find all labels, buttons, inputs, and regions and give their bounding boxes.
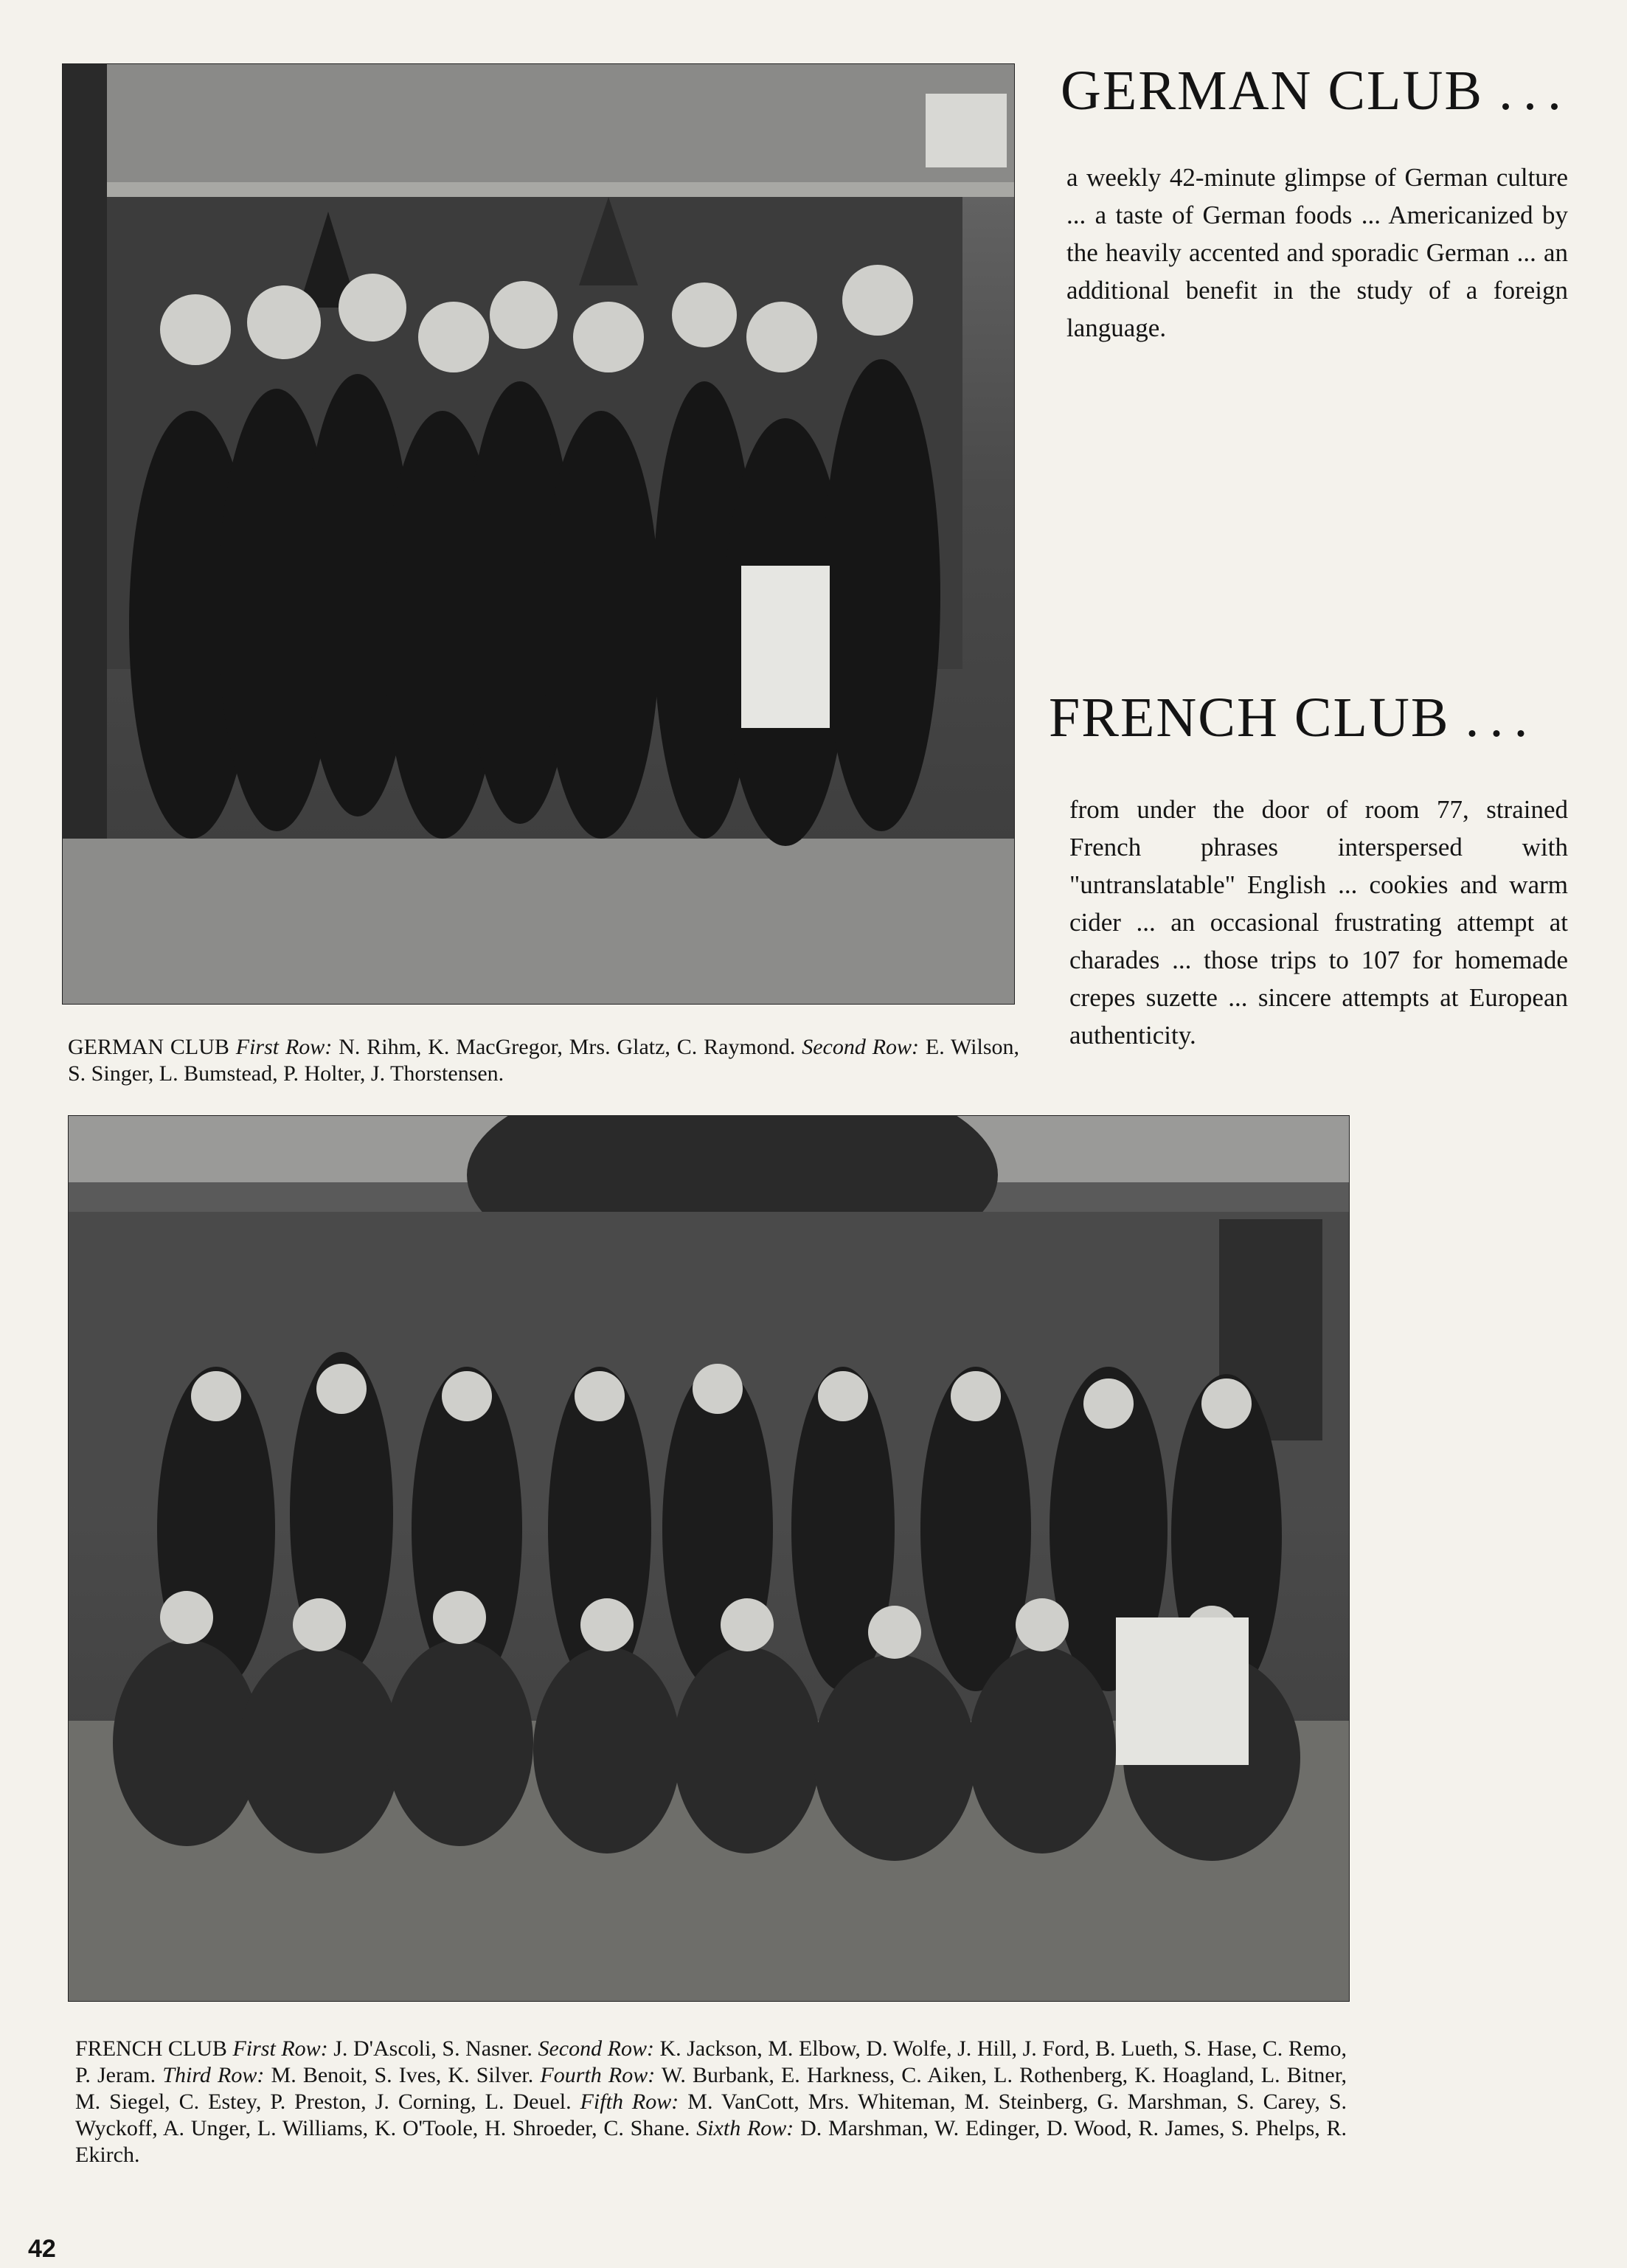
german-club-photo — [62, 63, 1015, 1005]
french-club-photo — [68, 1115, 1350, 2002]
page-number: 42 — [28, 2235, 56, 2263]
german-club-title-ellipsis: ... — [1499, 60, 1572, 122]
french-caption-row-1-label: First Row: — [232, 2036, 328, 2061]
german-caption-row-1-label: First Row: — [235, 1035, 333, 1059]
french-caption-row-3-names: M. Benoit, S. Ives, K. Silver. — [271, 2063, 534, 2087]
french-club-blurb: from under the door of room 77, strained French phrases interspersed with "untranslatable" English ... cookies and warm cider ... an occasional frustrating attempt at charades ... those trips to 107 for homemade crepes suzette ... sincere attempts at European authenticity. — [1069, 795, 1568, 1050]
german-club-blurb: a weekly 42-minute glimpse of German culture ... a taste of German foods ... Americanized by the heavily accented and sporadic German ... an additional benefit in the study of a foreign language. — [1066, 163, 1568, 342]
french-caption-row-2-label: Second Row: — [538, 2036, 654, 2061]
french-club-title: FRENCH CLUB — [1049, 687, 1450, 749]
french-club-heading — [1049, 686, 1538, 750]
german-caption-row-1-names: N. Rihm, K. MacGregor, Mrs. Glatz, C. Raymond. — [339, 1035, 796, 1059]
german-club-heading — [1061, 59, 1572, 123]
french-caption-row-6-names: D. Marshman, W. Edinger, D. Wood, R. James, S. Phelps, R. Ekirch. — [75, 2116, 1347, 2167]
french-caption-row-2-names: K. Jackson, M. Elbow, D. Wolfe, J. Hill, J. Ford, B. Lueth, S. Hase, C. Remo, P. Jeram. — [75, 2036, 1347, 2087]
french-caption-row-6-label: Sixth Row: — [696, 2116, 794, 2140]
french-caption-club: FRENCH CLUB — [75, 2036, 227, 2061]
german-caption-row-2-label: Second Row: — [802, 1035, 920, 1059]
french-club-title-ellipsis: ... — [1465, 687, 1538, 749]
german-club-title: GERMAN CLUB — [1061, 60, 1484, 122]
german-caption-row-2-names: E. Wilson, S. Singer, L. Bumstead, P. Holter, J. Thorstensen. — [68, 1035, 1020, 1086]
french-caption-row-4-label: Fourth Row: — [540, 2063, 656, 2087]
french-caption-row-3-label: Third Row: — [162, 2063, 265, 2087]
french-club-caption — [75, 2036, 1347, 2168]
french-caption-row-5-label: Fifth Row: — [580, 2090, 679, 2114]
french-caption-row-4-names: W. Burbank, E. Harkness, C. Aiken, L. Rothenberg, K. Hoagland, L. Bitner, M. Siegel, C. Estey, P. Preston, J. Corning, L. Deuel. — [75, 2063, 1347, 2114]
french-caption-row-5-names: M. VanCott, Mrs. Whiteman, M. Steinberg, G. Marshman, S. Carey, S. Wyckoff, A. Unger, L. Williams, K. O'Toole, H. Shroeder, C. Shane. — [75, 2090, 1347, 2140]
german-club-caption — [68, 1034, 1019, 1087]
german-caption-club: GERMAN CLUB — [68, 1035, 229, 1059]
french-caption-row-1-names: J. D'Ascoli, S. Nasner. — [333, 2036, 532, 2061]
